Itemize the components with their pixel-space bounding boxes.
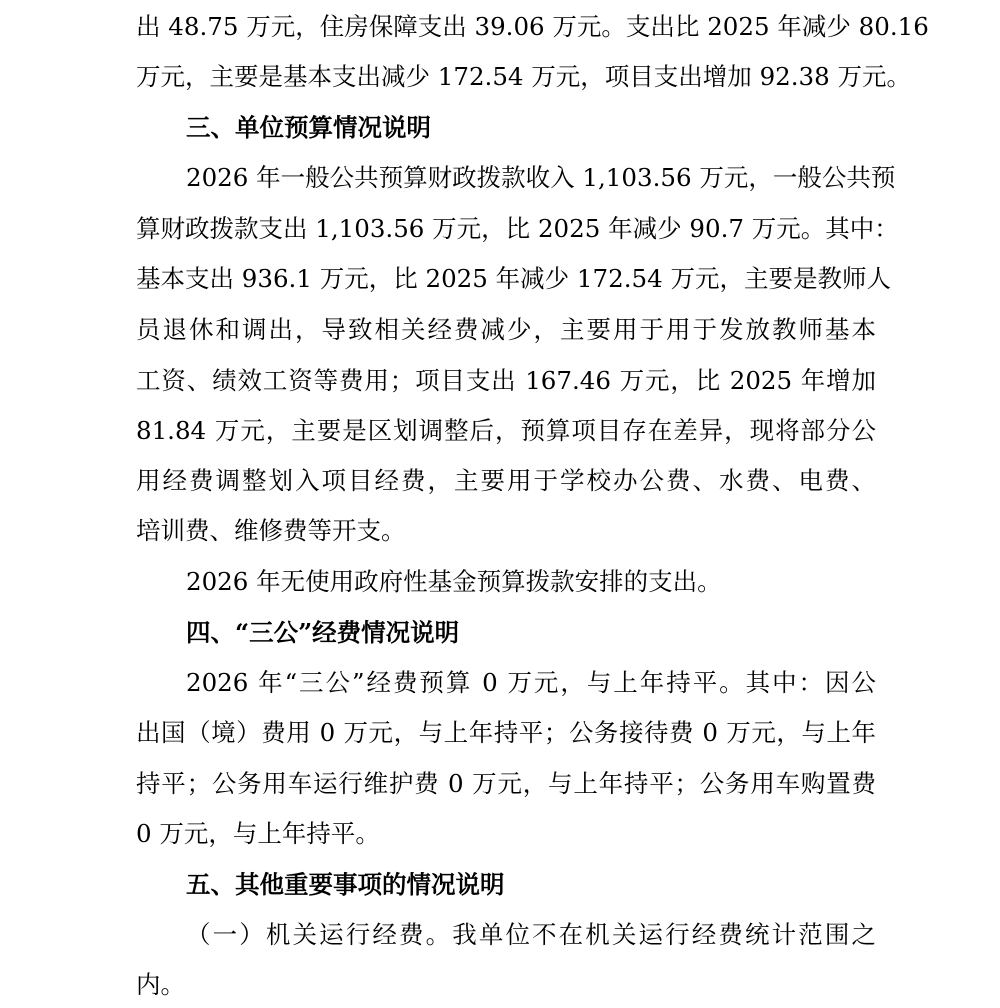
- paragraph-line: 2026 年“三公”经费预算 0 万元，与上年持平。其中：因公: [186, 668, 876, 697]
- paragraph-line: 出 48.75 万元，住房保障支出 39.06 万元。支出比 2025 年减少 80.16: [136, 12, 929, 41]
- section-heading-3: 三、单位预算情况说明: [186, 113, 431, 142]
- section-heading-5: 五、其他重要事项的情况说明: [186, 870, 505, 899]
- paragraph-line: 81.84 万元，主要是区划调整后，预算项目存在差异，现将部分公: [136, 416, 876, 445]
- paragraph-line: 基本支出 936.1 万元，比 2025 年减少 172.54 万元，主要是教师人: [136, 264, 891, 293]
- paragraph-line: （一）机关运行经费。我单位不在机关运行经费统计范围之: [186, 920, 876, 949]
- paragraph-line: 内。: [136, 970, 185, 999]
- paragraph-line: 工资、绩效工资等费用；项目支出 167.46 万元，比 2025 年增加: [136, 366, 876, 395]
- paragraph-line: 2026 年无使用政府性基金预算拨款安排的支出。: [186, 567, 722, 596]
- paragraph-line: 用经费调整划入项目经费，主要用于学校办公费、水费、电费、: [136, 466, 876, 495]
- section-heading-4: 四、“三公”经费情况说明: [186, 618, 460, 647]
- paragraph-line: 持平；公务用车运行维护费 0 万元，与上年持平；公务用车购置费: [136, 769, 876, 798]
- paragraph-line: 出国（境）费用 0 万元，与上年持平；公务接待费 0 万元，与上年: [136, 718, 876, 747]
- paragraph-line: 0 万元，与上年持平。: [136, 819, 380, 848]
- paragraph-line: 员退休和调出，导致相关经费减少，主要用于用于发放教师基本: [136, 315, 876, 344]
- paragraph-line: 2026 年一般公共预算财政拨款收入 1,103.56 万元，一般公共预: [186, 163, 896, 192]
- paragraph-line: 万元，主要是基本支出减少 172.54 万元，项目支出增加 92.38 万元。: [136, 62, 912, 91]
- paragraph-line: 培训费、维修费等开支。: [136, 516, 406, 545]
- paragraph-line: 算财政拨款支出 1,103.56 万元，比 2025 年减少 90.7 万元。其中：: [136, 214, 899, 243]
